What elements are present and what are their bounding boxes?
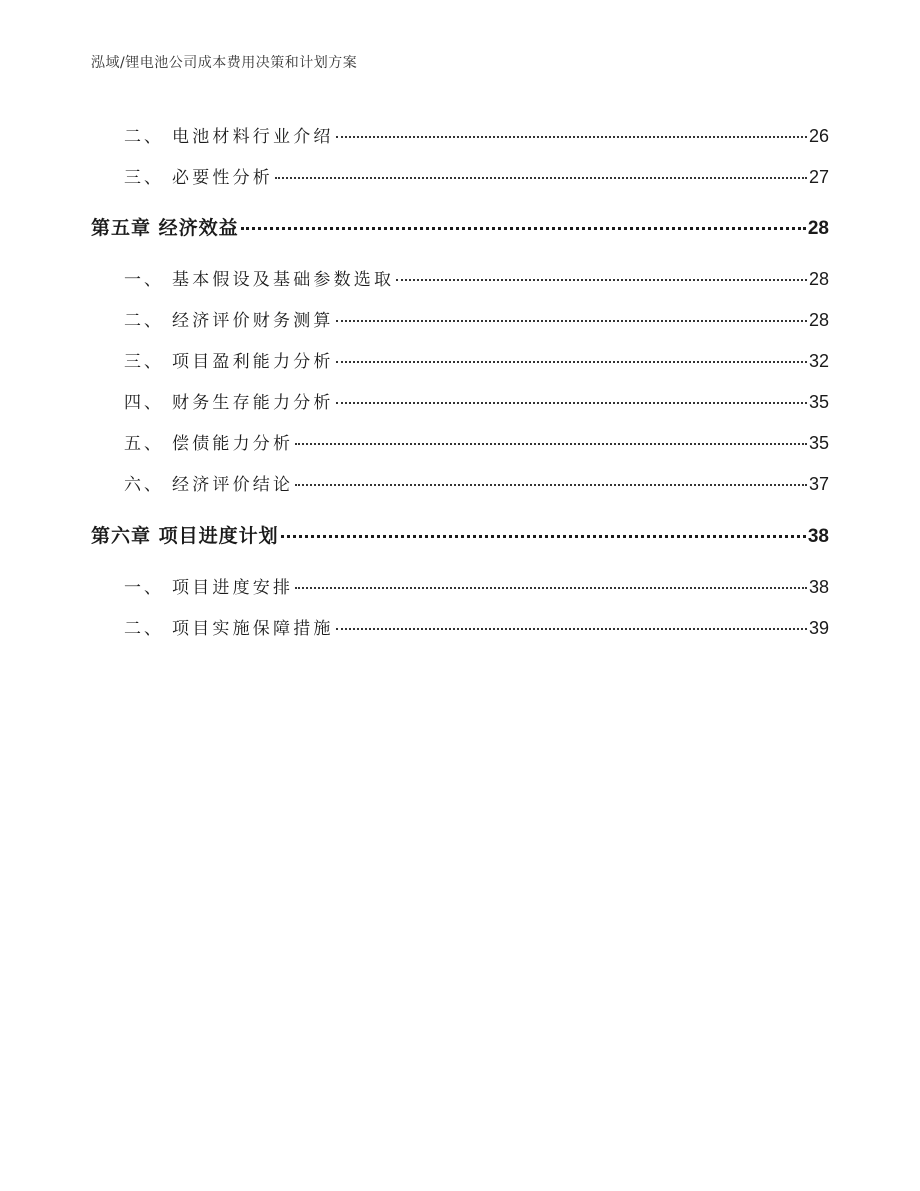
toc-entry-page: 32 bbox=[808, 351, 829, 371]
toc-entry-title: 项目进度安排 bbox=[172, 578, 294, 598]
toc-entry-page: 35 bbox=[808, 433, 829, 453]
dot-leader bbox=[241, 227, 806, 230]
toc-entry-page: 28 bbox=[808, 269, 829, 289]
toc-entry-title: 偿债能力分析 bbox=[172, 434, 294, 454]
dot-leader bbox=[336, 320, 807, 322]
dot-leader bbox=[295, 484, 807, 486]
toc-chapter-title: 第五章 经济效益 bbox=[91, 217, 239, 239]
toc-entry[interactable] bbox=[91, 122, 829, 147]
toc-entry[interactable] bbox=[91, 265, 829, 290]
toc-entry-page: 27 bbox=[808, 167, 829, 187]
dot-leader bbox=[336, 361, 807, 363]
toc-entry[interactable] bbox=[91, 347, 829, 372]
toc-entry-number: 五、 bbox=[124, 434, 164, 454]
page-header: 泓域/锂电池公司成本费用决策和计划方案 bbox=[91, 55, 358, 71]
toc-entry-page: 37 bbox=[808, 474, 829, 494]
toc-entry[interactable] bbox=[91, 614, 829, 639]
toc-entry[interactable] bbox=[91, 163, 829, 188]
toc-entry-title: 项目盈利能力分析 bbox=[172, 352, 334, 372]
toc-entry[interactable] bbox=[91, 470, 829, 495]
toc-chapter-entry[interactable] bbox=[91, 213, 829, 240]
toc-entry-title: 财务生存能力分析 bbox=[172, 393, 334, 413]
dot-leader bbox=[295, 587, 807, 589]
dot-leader bbox=[295, 443, 807, 445]
dot-leader bbox=[281, 535, 806, 538]
toc-entry-title: 电池材料行业介绍 bbox=[172, 127, 334, 147]
toc-entry-title: 基本假设及基础参数选取 bbox=[172, 270, 395, 290]
toc-entry[interactable] bbox=[91, 306, 829, 331]
toc-entry-page: 38 bbox=[808, 577, 829, 597]
toc-entry-number: 一、 bbox=[124, 270, 164, 290]
toc-entry[interactable] bbox=[91, 573, 829, 598]
toc-entry[interactable] bbox=[91, 388, 829, 413]
toc-chapter-page: 38 bbox=[807, 526, 829, 547]
toc-entry-number: 二、 bbox=[124, 127, 164, 147]
dot-leader bbox=[275, 177, 807, 179]
toc-entry-title: 必要性分析 bbox=[172, 168, 273, 188]
toc-entry-page: 39 bbox=[808, 618, 829, 638]
dot-leader bbox=[336, 628, 807, 630]
toc-entry-number: 二、 bbox=[124, 311, 164, 331]
toc-entry-number: 二、 bbox=[124, 619, 164, 639]
toc-entry-page: 28 bbox=[808, 310, 829, 330]
toc-entry-number: 六、 bbox=[124, 475, 164, 495]
dot-leader bbox=[396, 279, 807, 281]
toc-entry-title: 经济评价财务测算 bbox=[172, 311, 334, 331]
toc-entry-page: 35 bbox=[808, 392, 829, 412]
toc-entry-number: 四、 bbox=[124, 393, 164, 413]
toc-entry-number: 一、 bbox=[124, 578, 164, 598]
dot-leader bbox=[336, 402, 807, 404]
toc-entry-page: 26 bbox=[808, 126, 829, 146]
toc-entry-title: 项目实施保障措施 bbox=[172, 619, 334, 639]
toc-entry[interactable] bbox=[91, 429, 829, 454]
dot-leader bbox=[336, 136, 807, 138]
toc-chapter-page: 28 bbox=[807, 218, 829, 239]
toc-chapter-entry[interactable] bbox=[91, 521, 829, 548]
toc-chapter-title: 第六章 项目进度计划 bbox=[91, 525, 279, 547]
toc-entry-title: 经济评价结论 bbox=[172, 475, 294, 495]
toc-entry-number: 三、 bbox=[124, 168, 164, 188]
toc-entry-number: 三、 bbox=[124, 352, 164, 372]
